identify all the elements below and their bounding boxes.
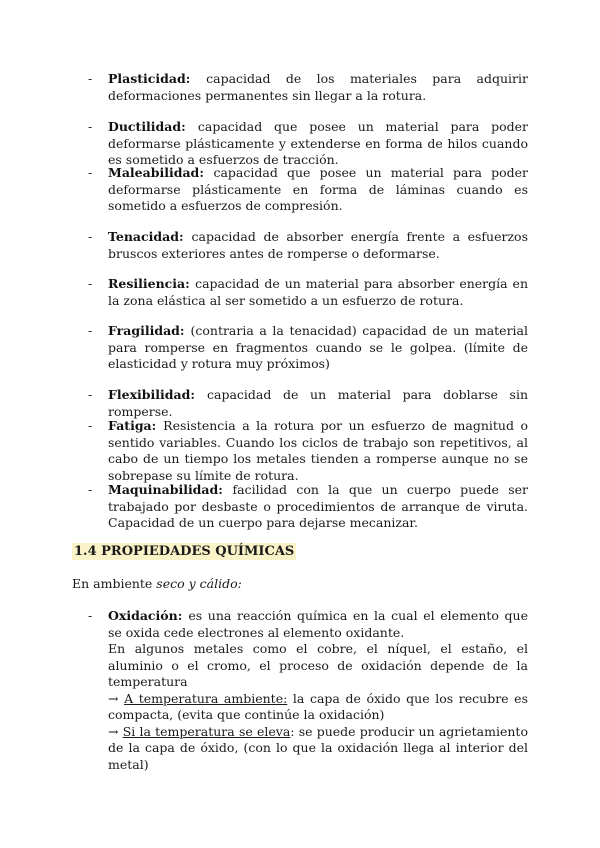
- definition: capacidad de los materiales para adquirir deformaciones permanentes sin llegar a la rotura.: [108, 71, 528, 103]
- bullet-dash: -: [88, 418, 93, 433]
- definition: capacidad de un material para absorber energía en la zona elástica al ser sometido a un esfuerzo de rotura.: [108, 276, 529, 308]
- term: Resiliencia: [108, 276, 186, 291]
- bullet-dash: -: [88, 165, 93, 180]
- term: Fatiga: [108, 418, 152, 433]
- bullet-dash: -: [88, 119, 93, 134]
- bullet-dash: -: [88, 229, 93, 244]
- section-heading: 1.4 PROPIEDADES QUÍMICAS: [74, 544, 295, 559]
- oxidation-detail: En algunos metales como el cobre, el níquel, el estaño, el aluminio o el cromo, el proceso de oxidación depende de la temperatura: [108, 641, 528, 689]
- term: Maleabilidad: [108, 165, 200, 180]
- document-page: - Plasticidad: capacidad de los materiales para adquirir deformaciones permanentes sin llegar a la rotura. - Ductilidad: capacidad que posee un material para poder deformarse plásticamente y extenderse en forma de hilos cuando es sometido a esfuerzos de tracción. - Maleabilidad: capacidad que posee un material para poder deformarse plásticamente en forma de láminas cuando es sometido a esfuerzos de compresión. - Tenacidad: capacidad de absorber energía frente a esfuerzos bruscos exteriores antes de romperse o deformarse. - Resiliencia: capacidad de un material para absorber energía en la zona elástica al ser sometido a un esfuerzo de rotura. - Fragilidad: (contraria a la tenacidad) capacidad de un material para romperse en fragmentos cuando se le golpea. (límite de elasticidad y rotura muy próximos) - Flexibilidad: capacidad de un material para doblarse sin romperse. - Fatiga: Resistencia a la rotura por un esfuerzo de magnitud o sentido variables. Cuando los ciclos de trabajo son repetitivos, al cabo de un tiempo los metales tienden a romperse aunque no se sobrepase su límite de rotura. - Maquinabilidad: facilidad con la que un cuerpo puede ser trabajado por desbaste o procedimientos de arranque de viruta. Capacidad de un cuerpo para dejarse mecanizar. 1.4 PROPIEDADES QUÍMICAS En ambiente seco y cálido: - Oxidación: es una reacción química en la cual el elemento que se oxida cede electrones al elemento oxidante. En algunos metales como el cobre, el níquel, el estaño, el aluminio o el cromo, el proceso de oxidación depende de la temperatura → A temperatura ambiente: la capa de óxido que los recubre es compacta, (evita que continúe la oxidación) → Si la temperatura se eleva: se puede producir un agrietamiento de la capa de óxido, (con lo que la oxidación llega al interior del metal): [72, 71, 529, 772]
- definition: capacidad que posee un material para poder deformarse plásticamente y extenderse en forma de hilos cuando es sometido a esfuerzos de tracción.: [108, 119, 528, 167]
- section-intro: [72, 576, 242, 591]
- bullet-dash: -: [88, 71, 93, 86]
- term: Maquinabilidad: [108, 482, 219, 497]
- definition: facilidad con la que un cuerpo puede ser trabajado por desbaste o procedimientos de arranque de viruta. Capacidad de un cuerpo para dejarse mecanizar.: [108, 482, 528, 530]
- definition: Resistencia a la rotura por un esfuerzo de magnitud o sentido variables. Cuando los ciclos de trabajo son repetitivos, al cabo de un tiempo los metales tienden a romperse aunque no se sobrepase su límite de rotura.: [108, 418, 528, 483]
- arrow-icon: →: [108, 690, 119, 706]
- term: Tenacidad: [108, 229, 179, 244]
- definition: es una reacción química en la cual el elemento que se oxida cede electrones al elemento oxidante.: [108, 608, 528, 640]
- case-ambient-text: la capa de óxido que los recubre es compacta, (evita que continúe la oxidación): [108, 690, 528, 722]
- definition: capacidad de absorber energía frente a esfuerzos bruscos exteriores antes de romperse o deformarse.: [108, 229, 528, 261]
- term: Ductilidad: [108, 119, 182, 134]
- definition: (contraria a la tenacidad) capacidad de un material para romperse en fragmentos cuando se le golpea. (límite de elasticidad y rotura muy próximos): [108, 323, 529, 371]
- term: Plasticidad: [108, 71, 186, 86]
- case-heated-text: : se puede producir un agrietamiento de la capa de óxido, (con lo que la oxidación llega al interior del metal): [108, 723, 528, 772]
- term: Fragilidad: [108, 323, 180, 338]
- definition: capacidad que posee un material para poder deformarse plásticamente en forma de láminas cuando es sometido a esfuerzos de compresión.: [108, 165, 528, 213]
- case-heated-label: Si la temperatura se eleva: [122, 723, 291, 739]
- bullet-dash: -: [88, 276, 93, 291]
- definition: capacidad de un material para doblarse sin romperse.: [108, 387, 528, 419]
- arrow-icon: →: [108, 723, 119, 739]
- bullet-dash: -: [88, 608, 93, 623]
- term: Oxidación: [108, 608, 178, 623]
- bullet-dash: -: [88, 482, 93, 497]
- bullet-dash: -: [88, 323, 93, 338]
- case-ambient-label: A temperatura ambiente:: [124, 690, 288, 706]
- bullet-dash: -: [88, 387, 93, 402]
- intro-emphasis: seco y cálido:: [156, 576, 242, 591]
- term: Flexibilidad: [108, 387, 191, 402]
- intro-prefix: En ambiente: [72, 576, 157, 591]
